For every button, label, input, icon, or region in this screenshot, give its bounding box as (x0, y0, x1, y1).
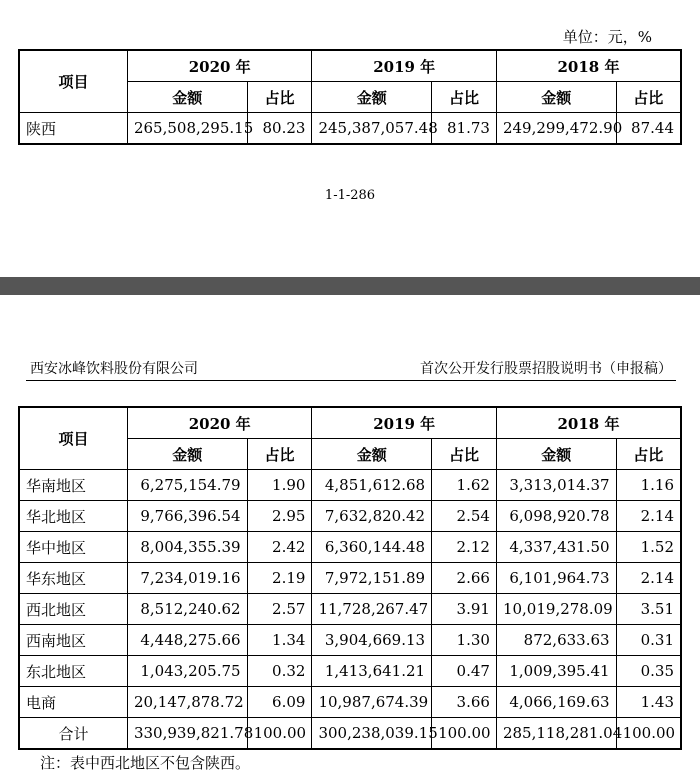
cell-ratio-2019: 1.62 (432, 470, 497, 501)
regional-sales-table (18, 406, 682, 750)
ratio-header: 占比 (432, 82, 497, 113)
table-row (19, 594, 681, 625)
cell-amount-2018: 3,313,014.37 (496, 470, 616, 501)
year-header-2019: 2019 年 (312, 407, 497, 439)
header-rule (26, 380, 676, 381)
cell-amount-2018: 285,118,281.04 (496, 718, 616, 750)
cell-amount-2020: 8,004,355.39 (127, 532, 247, 563)
row-label: 东北地区 (19, 656, 127, 687)
table-row (19, 563, 681, 594)
cell-ratio-2019: 0.47 (432, 656, 497, 687)
cell-amount-2018: 6,098,920.78 (496, 501, 616, 532)
cell-amount-2020: 6,275,154.79 (127, 470, 247, 501)
cell-amount-2018: 4,337,431.50 (496, 532, 616, 563)
cell-ratio-2018: 100.00 (616, 718, 681, 750)
cell-ratio-2018: 1.43 (616, 687, 681, 718)
cell-amount-2019: 245,387,057.48 (312, 113, 432, 145)
cell-amount-2019: 300,238,039.15 (312, 718, 432, 750)
amount-header: 金额 (312, 439, 432, 470)
cell-ratio-2018: 2.14 (616, 501, 681, 532)
cell-amount-2018: 1,009,395.41 (496, 656, 616, 687)
table-row (19, 656, 681, 687)
cell-amount-2020: 265,508,295.15 (127, 113, 247, 145)
cell-amount-2020: 8,512,240.62 (127, 594, 247, 625)
row-label: 西北地区 (19, 594, 127, 625)
cell-ratio-2020: 1.90 (247, 470, 312, 501)
cell-amount-2020: 7,234,019.16 (127, 563, 247, 594)
page-separator (0, 277, 700, 295)
year-header-2019: 2019 年 (312, 50, 497, 82)
row-label: 华中地区 (19, 532, 127, 563)
cell-amount-2018: 249,299,472.90 (496, 113, 616, 145)
cell-amount-2020: 20,147,878.72 (127, 687, 247, 718)
cell-ratio-2020: 2.57 (247, 594, 312, 625)
amount-header: 金额 (496, 439, 616, 470)
cell-ratio-2018: 1.16 (616, 470, 681, 501)
ratio-header: 占比 (247, 82, 312, 113)
cell-ratio-2019: 81.73 (432, 113, 497, 145)
cell-ratio-2019: 3.66 (432, 687, 497, 718)
document-title: 首次公开发行股票招股说明书（申报稿） (420, 361, 672, 377)
table-note: 注：表中西北地区不包含陕西。 (40, 754, 251, 772)
cell-amount-2020: 9,766,396.54 (127, 501, 247, 532)
cell-amount-2019: 1,413,641.21 (312, 656, 432, 687)
company-name: 西安冰峰饮料股份有限公司 (30, 361, 198, 377)
cell-ratio-2020: 1.34 (247, 625, 312, 656)
amount-header: 金额 (127, 439, 247, 470)
cell-amount-2019: 7,972,151.89 (312, 563, 432, 594)
cell-ratio-2018: 3.51 (616, 594, 681, 625)
cell-ratio-2019: 2.12 (432, 532, 497, 563)
row-label: 西南地区 (19, 625, 127, 656)
year-header-2018: 2018 年 (496, 407, 681, 439)
table-row (19, 501, 681, 532)
cell-ratio-2018: 87.44 (616, 113, 681, 145)
cell-ratio-2019: 2.66 (432, 563, 497, 594)
cell-ratio-2020: 2.19 (247, 563, 312, 594)
cell-amount-2019: 10,987,674.39 (312, 687, 432, 718)
ratio-header: 占比 (616, 439, 681, 470)
page-number: 1-1-286 (324, 188, 376, 203)
top-sales-table (18, 49, 682, 145)
cell-amount-2018: 872,633.63 (496, 625, 616, 656)
ratio-header: 占比 (247, 439, 312, 470)
cell-ratio-2020: 2.95 (247, 501, 312, 532)
cell-ratio-2018: 0.35 (616, 656, 681, 687)
year-header-2018: 2018 年 (496, 50, 681, 82)
cell-ratio-2020: 6.09 (247, 687, 312, 718)
row-label: 陕西 (19, 113, 127, 145)
table-row (19, 532, 681, 563)
item-header: 项目 (19, 407, 127, 470)
ratio-header: 占比 (616, 82, 681, 113)
cell-amount-2018: 6,101,964.73 (496, 563, 616, 594)
cell-ratio-2018: 0.31 (616, 625, 681, 656)
cell-amount-2019: 3,904,669.13 (312, 625, 432, 656)
table-row (19, 470, 681, 501)
cell-amount-2019: 4,851,612.68 (312, 470, 432, 501)
unit-label: 单位：元，% (562, 28, 652, 46)
cell-amount-2019: 11,728,267.47 (312, 594, 432, 625)
cell-amount-2019: 7,632,820.42 (312, 501, 432, 532)
year-header-2020: 2020 年 (127, 50, 312, 82)
cell-ratio-2020: 80.23 (247, 113, 312, 145)
year-header-2020: 2020 年 (127, 407, 312, 439)
cell-ratio-2019: 3.91 (432, 594, 497, 625)
amount-header: 金额 (496, 82, 616, 113)
cell-ratio-2018: 1.52 (616, 532, 681, 563)
row-label: 华北地区 (19, 501, 127, 532)
row-label: 电商 (19, 687, 127, 718)
ratio-header: 占比 (432, 439, 497, 470)
cell-ratio-2020: 100.00 (247, 718, 312, 750)
cell-amount-2019: 6,360,144.48 (312, 532, 432, 563)
table-row (19, 625, 681, 656)
cell-amount-2020: 1,043,205.75 (127, 656, 247, 687)
row-label: 华东地区 (19, 563, 127, 594)
table-row (19, 113, 681, 145)
cell-ratio-2020: 0.32 (247, 656, 312, 687)
cell-ratio-2019: 1.30 (432, 625, 497, 656)
cell-ratio-2018: 2.14 (616, 563, 681, 594)
cell-ratio-2020: 2.42 (247, 532, 312, 563)
table-row (19, 718, 681, 750)
amount-header: 金额 (312, 82, 432, 113)
item-header: 项目 (19, 50, 127, 113)
cell-ratio-2019: 100.00 (432, 718, 497, 750)
cell-amount-2018: 10,019,278.09 (496, 594, 616, 625)
table-row (19, 687, 681, 718)
row-label: 华南地区 (19, 470, 127, 501)
amount-header: 金额 (127, 82, 247, 113)
row-label: 合计 (19, 718, 127, 750)
cell-ratio-2019: 2.54 (432, 501, 497, 532)
cell-amount-2020: 4,448,275.66 (127, 625, 247, 656)
cell-amount-2020: 330,939,821.78 (127, 718, 247, 750)
cell-amount-2018: 4,066,169.63 (496, 687, 616, 718)
